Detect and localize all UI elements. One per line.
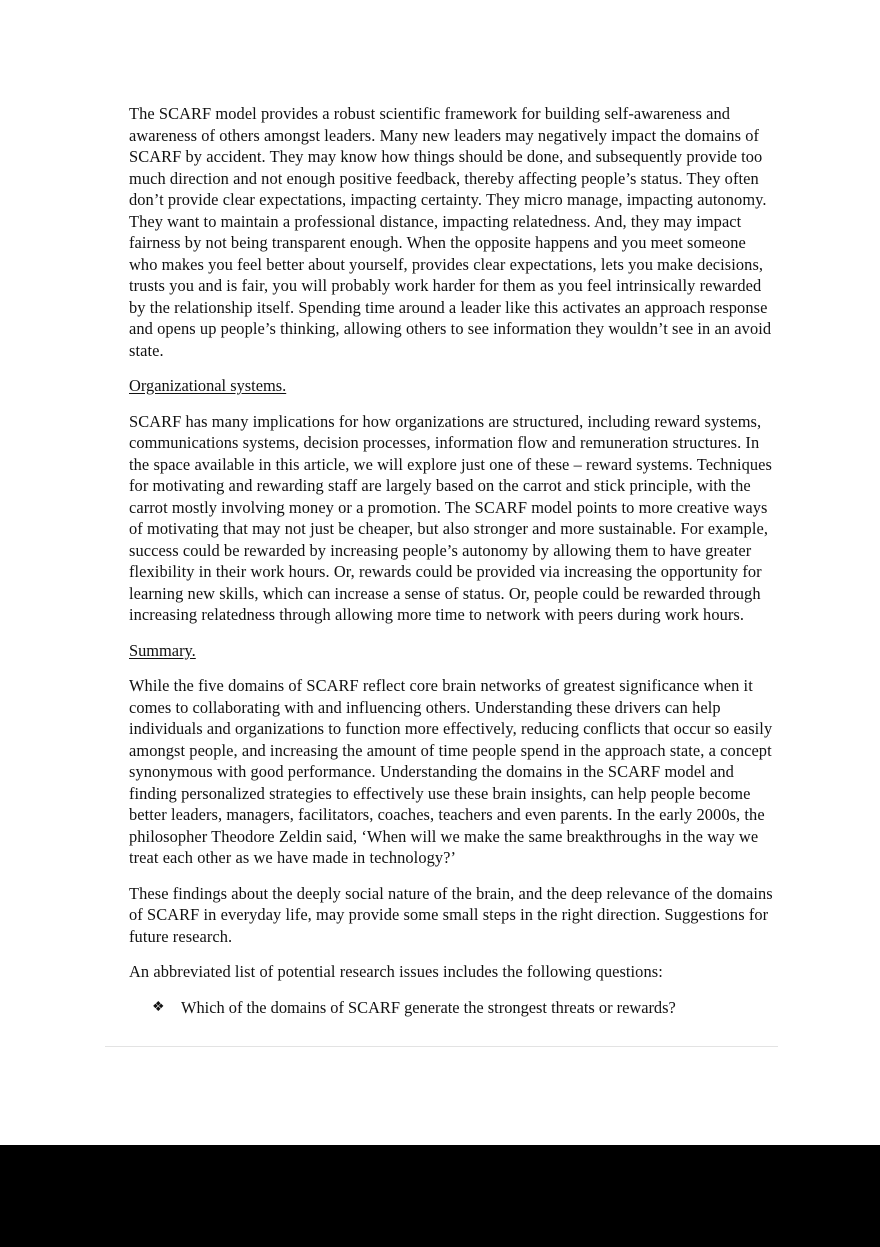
section-heading-summary-label: Summary. <box>129 640 196 660</box>
paragraph-intro: The SCARF model provides a robust scientific framework for building self-awareness and awareness of others amongst leaders. Many new leaders may negatively impact the domains of SCARF by accident. They may know how things should be done, and subsequently provide too much direction and not enough positive feedback, thereby affecting people’s status. They often don’t provide clear expectations, impacting certainty. They micro manage, impacting autonomy. They want to maintain a professional distance, impacting relatedness. And, they may impact fairness by not being transparent enough. When the opposite happens and you meet someone who makes you feel better about yourself, provides clear expectations, lets you make decisions, trusts you and is fair, you will probably work harder for them as you feel intrinsically rewarded by the relationship itself. Spending time around a leader like this activates an approach response and opens up people’s thinking, allowing others to see information they wouldn’t see in an avoid state. <box>129 104 772 360</box>
list-item <box>129 997 777 1019</box>
paragraph-research-intro: An abbreviated list of potential research issues includes the following questions: <box>129 962 663 981</box>
research-questions-list <box>129 997 777 1019</box>
section-heading-summary <box>129 640 777 662</box>
footer-divider <box>105 1046 778 1047</box>
section-heading-organizational-systems-label: Organizational systems. <box>129 376 287 395</box>
paragraph-summary: While the five domains of SCARF reflect core brain networks of greatest significance when it comes to collaborating with and influencing others. Understanding these drivers can help individuals and organizations to function more effectively, reducing conflicts that occur so easily amongst people, and increasing the amount of time people spend in the approach state, a concept synonymous with good performance. Understanding the domains in the SCARF model and finding personalized strategies to effectively use these brain insights, can help people become better leaders, managers, facilitators, coaches, teachers and even parents. In the early 2000s, the philosopher Theodore Zeldin said, ‘When will we make the same breakthroughs in the way we treat each other as we have made in technology?’ <box>129 676 773 867</box>
paragraph-organizational-systems: SCARF has many implications for how organizations are structured, including reward systems, communications systems, decision processes, information flow and remuneration structures. In the space available in this article, we will explore just one of these – reward systems. Techniques for motivating and rewarding staff are largely based on the carrot and stick principle, with the carrot mostly involving money or a promotion. The SCARF model points to more creative ways of motivating that may not just be cheaper, but also stronger and more sustainable. For example, success could be rewarded by increasing people’s autonomy by allowing them to have greater flexibility in their work hours. Or, rewards could be provided via increasing the opportunity for learning new skills, which can increase a sense of status. Or, people could be rewarded through increasing relatedness through allowing more time to network with peers during work hours. <box>129 411 772 624</box>
document-body <box>129 103 777 1024</box>
floret-bullet-icon: ❖ <box>152 999 165 1015</box>
list-item-label: Which of the domains of SCARF generate the strongest threats or rewards? <box>181 997 676 1017</box>
paragraph-findings: These findings about the deeply social nature of the brain, and the deep relevance of the domains of SCARF in everyday life, may provide some small steps in the right direction. Suggestions for future research. <box>129 883 773 946</box>
section-heading-organizational-systems <box>129 375 777 397</box>
bottom-black-band <box>0 1145 880 1247</box>
